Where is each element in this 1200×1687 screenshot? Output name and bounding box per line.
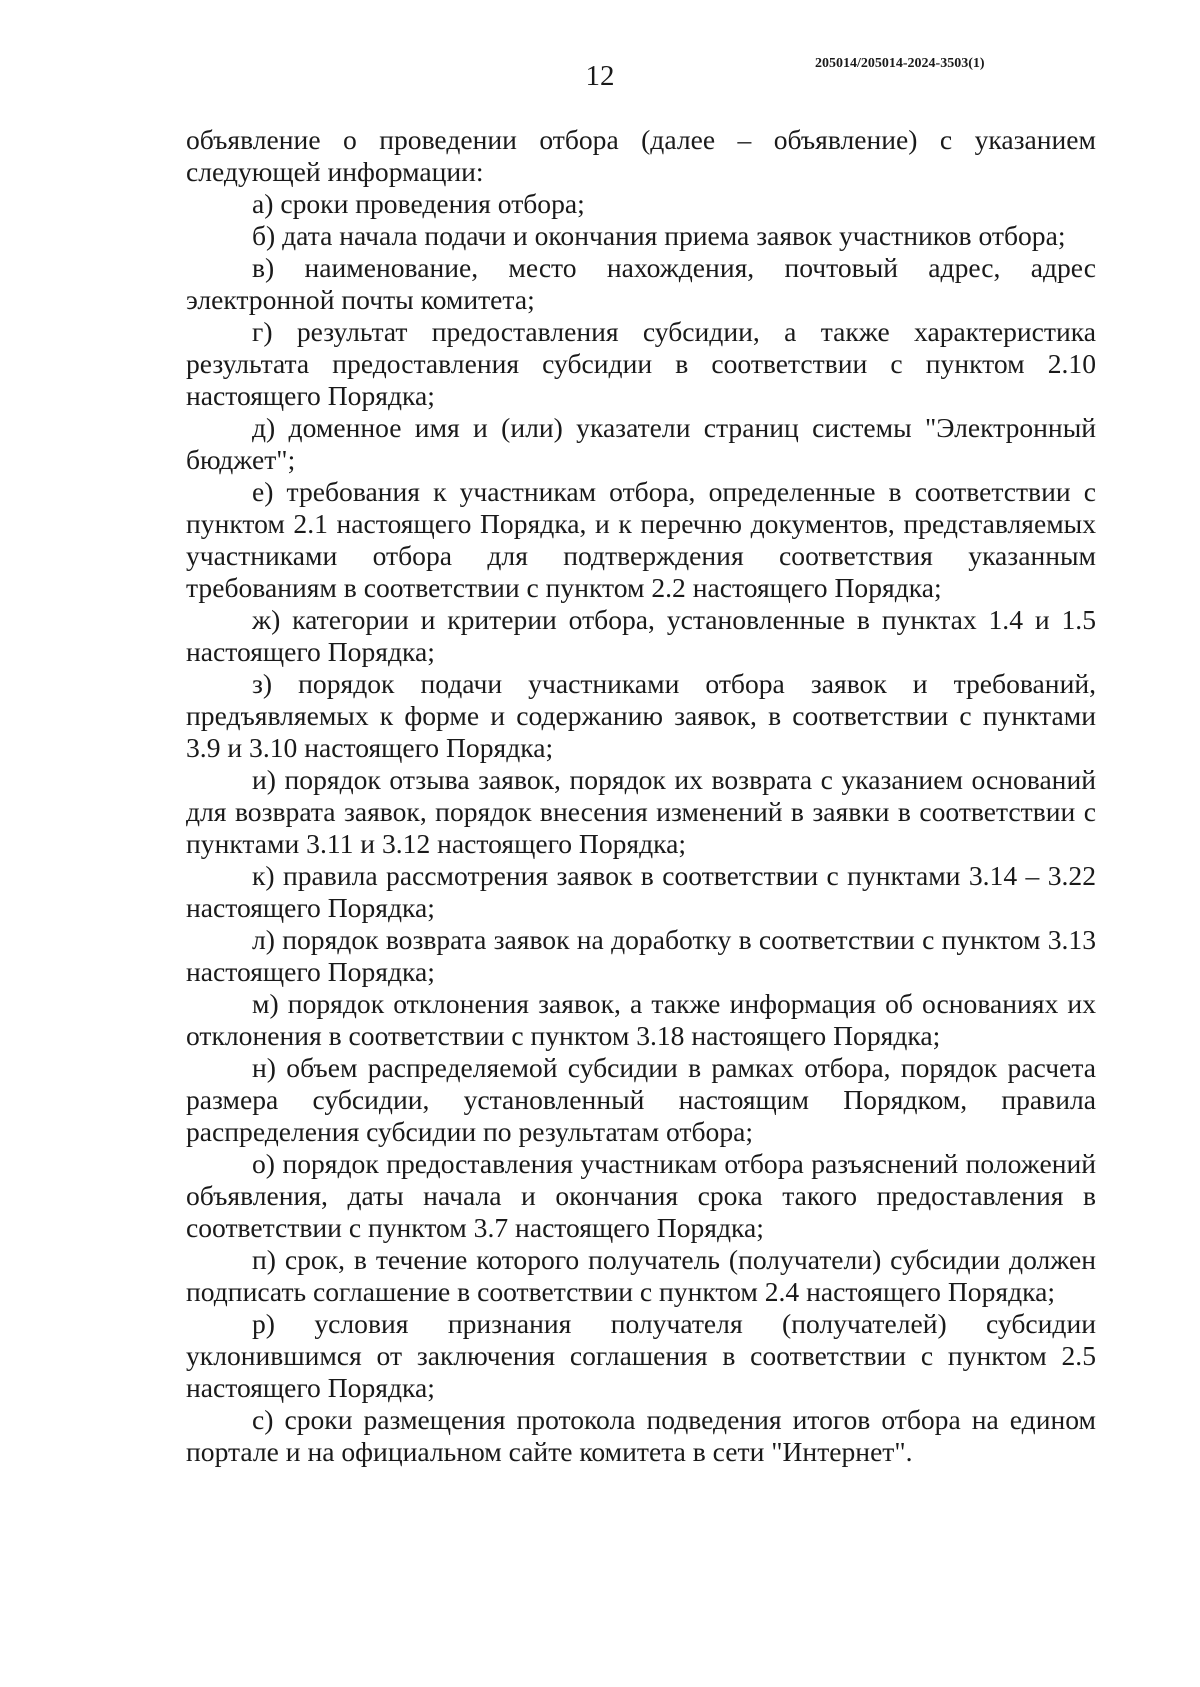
list-item-i: и) порядок отзыва заявок, порядок их возврата с указанием оснований для возврата заявок, порядок внесения изменений в заявки в соответствии с пунктами 3.11 и 3.12 настоящего Порядка; — [186, 764, 1096, 859]
list-item-v: в) наименование, место нахождения, почтовый адрес, адрес электронной почты комитета; — [186, 252, 1096, 315]
list-item-d: д) доменное имя и (или) указатели страниц системы "Электронный бюджет"; — [186, 412, 1096, 475]
list-item-n: н) объем распределяемой субсидии в рамках отбора, порядок расчета размера субсидии, установленный настоящим Порядком, правила распределения субсидии по результатам отбора; — [186, 1052, 1096, 1147]
list-item-m: м) порядок отклонения заявок, а также информация об основаниях их отклонения в соответствии с пунктом 3.18 настоящего Порядка; — [186, 988, 1096, 1051]
paragraph-intro: объявление о проведении отбора (далее – объявление) с указанием следующей информации: — [186, 124, 1096, 187]
page-number: 12 — [585, 60, 615, 92]
list-item-z: з) порядок подачи участниками отбора заявок и требований, предъявляемых к форме и содержанию заявок, в соответствии с пунктами 3.9 и 3.10 настоящего Порядка; — [186, 668, 1096, 763]
list-item-o: о) порядок предоставления участникам отбора разъяснений положений объявления, даты начала и окончания срока такого предоставления в соответствии с пунктом 3.7 настоящего Порядка; — [186, 1148, 1096, 1243]
list-item-a: а) сроки проведения отбора; — [252, 188, 585, 219]
list-item-g: г) результат предоставления субсидии, а также характеристика результата предоставления субсидии в соответствии с пунктом 2.10 настоящего Порядка; — [186, 316, 1096, 411]
list-item-e: е) требования к участникам отбора, определенные в соответствии с пунктом 2.1 настоящего Порядка, и к перечню документов, представляемых участниками отбора для подтверждения соответствия указанным требованиям в соответствии с пунктом 2.2 настоящего Порядка; — [186, 476, 1096, 603]
document-body — [186, 124, 1096, 1468]
list-item-zh: ж) категории и критерии отбора, установленные в пунктах 1.4 и 1.5 настоящего Порядка; — [186, 604, 1096, 667]
list-item-l: л) порядок возврата заявок на доработку в соответствии с пунктом 3.13 настоящего Порядка; — [186, 924, 1096, 987]
list-item-b: б) дата начала подачи и окончания приема заявок участников отбора; — [252, 220, 1066, 251]
list-item-k: к) правила рассмотрения заявок в соответствии с пунктами 3.14 – 3.22 настоящего Порядка; — [186, 860, 1096, 923]
document-code: 205014/205014-2024-3503(1) — [815, 56, 985, 71]
list-item-r: р) условия признания получателя (получателей) субсидии уклонившимся от заключения соглашения в соответствии с пунктом 2.5 настоящего Порядка; — [186, 1308, 1096, 1403]
list-item-p: п) срок, в течение которого получатель (получатели) субсидии должен подписать соглашение в соответствии с пунктом 2.4 настоящего Порядка; — [186, 1244, 1096, 1307]
list-item-s: с) сроки размещения протокола подведения итогов отбора на едином портале и на официальном сайте комитета в сети "Интернет". — [186, 1404, 1096, 1467]
